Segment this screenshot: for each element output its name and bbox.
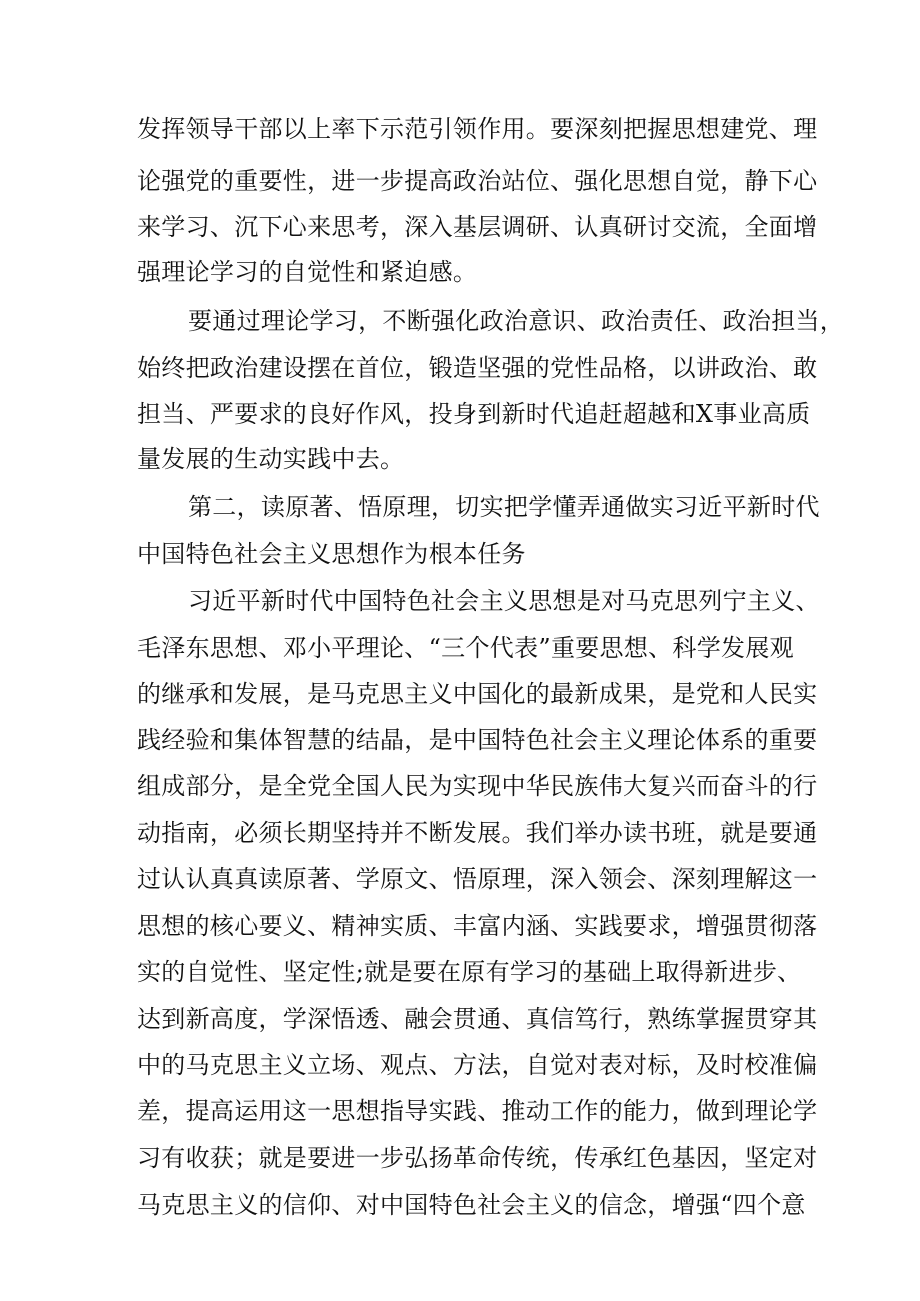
text-line: 动指南，必须长期坚持并不断发展。我们举办读书班，就是要通	[137, 819, 818, 847]
text-line: 毛泽东思想、邓小平理论、“三个代表”重要思想、科学发展观	[137, 634, 794, 662]
text-line: 论强党的重要性，进一步提高政治站位、强化思想自觉，静下心	[137, 167, 818, 195]
text-line: 习近平新时代中国特色社会主义思想是对马克思列宁主义、	[188, 587, 820, 615]
text-line: 担当、严要求的良好作风，投身到新时代追赶超越和X事业高质	[137, 400, 811, 428]
text-line: 践经验和集体智慧的结晶，是中国特色社会主义理论体系的重要	[137, 726, 818, 754]
text-line: 思想的核心要义、精神实质、丰富内涵、实践要求，增强贯彻落	[137, 912, 818, 940]
text-line: 中的马克思主义立场、观点、方法，自觉对表对标，及时校准偏	[137, 1051, 818, 1079]
text-line: 达到新高度，学深悟透、融会贯通、真信笃行，熟练掌握贯穿其	[137, 1005, 818, 1033]
text-line: 量发展的生动实践中去。	[137, 445, 405, 473]
text-line: 习有收获；就是要进一步弘扬革命传统，传承红色基因，坚定对	[137, 1144, 818, 1172]
text-line: 差，提高运用这一思想指导实践、推动工作的能力，做到理论学	[137, 1097, 818, 1125]
text-line: 要通过理论学习，不断强化政治意识、政治责任、政治担当，	[188, 307, 845, 335]
text-line: 过认认真真读原著、学原文、悟原理，深入领会、深刻理解这一	[137, 865, 818, 893]
text-line: 始终把政治建设摆在首位，锻造坚强的党性品格，以讲政治、敢	[137, 354, 818, 382]
text-line: 组成部分，是全党全国人民为实现中华民族伟大复兴而奋斗的行	[137, 772, 818, 800]
text-line: 的继承和发展，是马克思主义中国化的最新成果，是党和人民实	[137, 680, 818, 708]
text-line: 实的自觉性、坚定性;就是要在原有学习的基础上取得新进步、	[137, 958, 802, 986]
text-line: 马克思主义的信仰、对中国特色社会主义的信念，增强“四个意	[137, 1191, 806, 1219]
text-line: 来学习、沉下心来思考，深入基层调研、认真研讨交流，全面增	[137, 213, 818, 241]
text-line: 强理论学习的自觉性和紧迫感。	[137, 258, 478, 286]
section-heading-line: 第二，读原著、悟原理，切实把学懂弄通做实习近平新时代	[188, 493, 820, 521]
section-heading-line: 中国特色社会主义思想作为根本任务	[137, 540, 526, 568]
text-line: 发挥领导干部以上率下示范引领作用。要深刻把握思想建党、理	[137, 115, 818, 143]
